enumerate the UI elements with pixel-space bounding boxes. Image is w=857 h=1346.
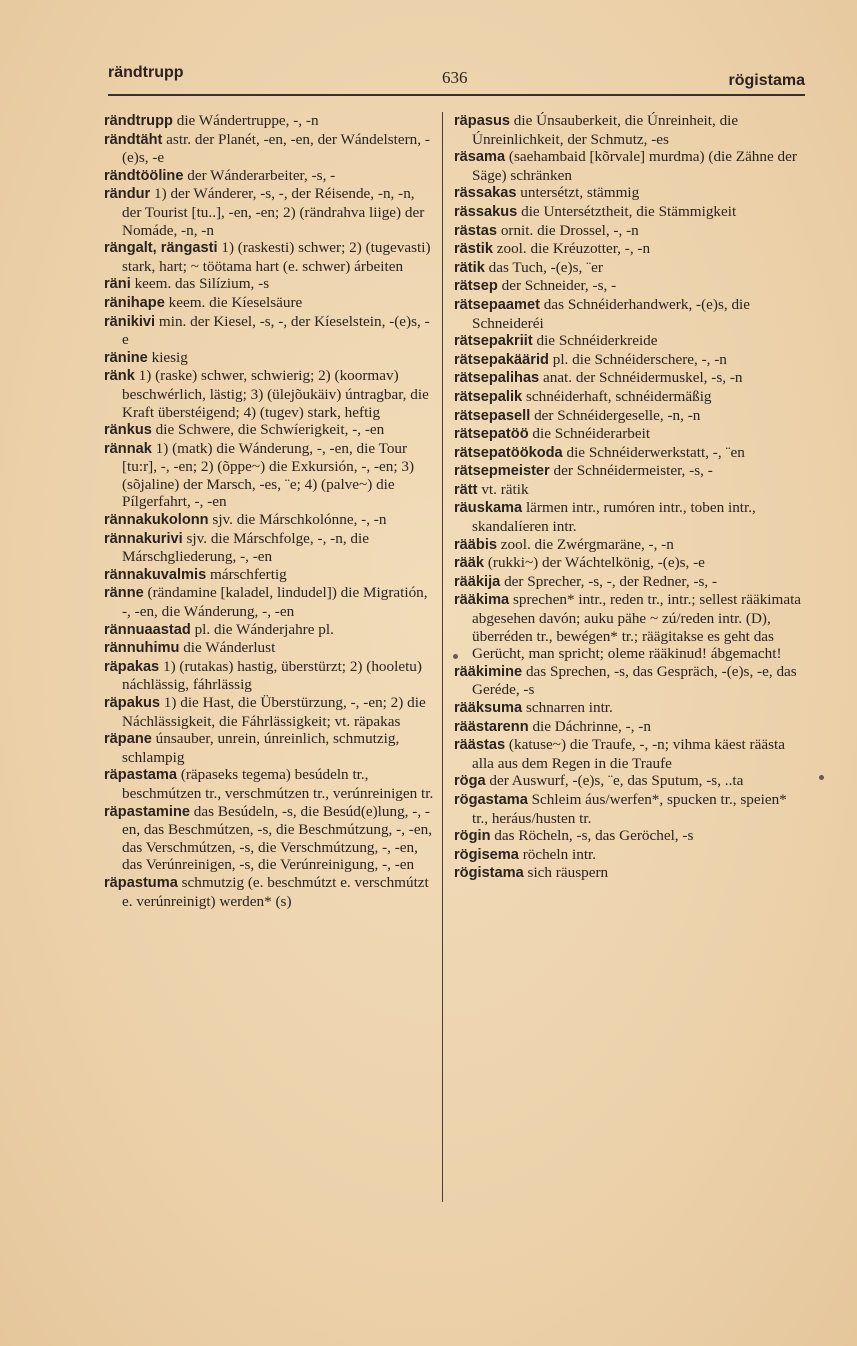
dictionary-entry [454,663,804,699]
dictionary-entry [104,367,434,421]
entry-headword: räpakas [104,658,160,675]
entry-definition: der Sprecher, -s, -, der Redner, -s, - [500,572,718,590]
entry-headword: rätt [454,481,478,498]
entry-definition: 1) der Wánderer, -s, -, der Réisende, -n, -n, der Tourist [tu..], -en, -en; 2) (rändrahva liige) der Nomáde, -n, -n [122,185,425,239]
dictionary-entry [104,803,434,874]
entry-definition: (rukki~) der Wáchtelkönig, -(e)s, -e [484,554,705,572]
entry-definition: die Schnéiderkreide [532,332,658,350]
left-column [104,112,434,910]
entry-headword: ränk [104,368,135,385]
dictionary-entry [104,185,434,239]
entry-definition: zool. die Zwérgmaräne, -, -n [497,535,674,553]
margin-dot [819,775,824,780]
entry-definition: das Sprechen, -s, das Gespräch, -(e)s, -e, das Geréde, -s [472,662,797,699]
entry-headword: rääk [454,555,485,572]
entry-headword: rätsepalihas [454,370,540,387]
dictionary-entry [454,736,804,772]
entry-headword: rögisema [454,846,519,863]
entry-headword: rässakus [454,203,518,220]
entry-headword: rätsepmeister [454,463,550,480]
entry-definition: untersétzt, stämmig [516,184,640,202]
entry-definition: 1) (raskesti) schwer; 2) (tugevasti) stark, hart; ~ töötama hart (e. schwer) árbeiten [122,239,431,275]
dictionary-entry [454,184,804,203]
entry-definition: keem. die Kíeselsäure [164,293,303,311]
column-divider [442,112,443,1202]
entry-headword: rätsepatöökoda [454,444,563,461]
entry-headword: rännuhimu [104,640,180,657]
dictionary-entry [454,573,804,592]
dictionary-entry [454,699,804,718]
dictionary-entry [454,277,804,296]
entry-definition: die Schwere, die Schwíerigkeit, -, -en [151,421,385,439]
entry-definition: (saehambaid [kõrvale] murdma) (die Zähne der Säge) schränken [472,148,797,184]
entry-definition: das Besúdeln, -s, die Besúd(e)lung, -, -en, das Beschmútzen, -s, die Beschmútzung, -, -en, das Verschmútzen, -s, die Verschmútzung, -, -en, das Verúnreinigen, -s, die Verúnreinigung, -, -en [122,802,432,874]
entry-headword: rästas [454,222,498,239]
entry-headword: röga [454,773,486,790]
entry-definition: zool. die Kréuzotter, -, -n [492,240,651,258]
entry-headword: räpastama [104,767,178,784]
dictionary-entry [454,203,804,222]
entry-headword: rätsepakriit [454,333,533,350]
entry-headword: rätsepatöö [454,426,529,443]
entry-definition: ornit. die Drossel, -, -n [497,221,639,239]
entry-headword: räpane [104,731,152,748]
dictionary-entry [454,351,804,370]
entry-definition: márschfertig [206,565,287,583]
entry-headword: rätsepaamet [454,296,540,313]
entry-headword: rögin [454,828,491,845]
entry-definition: sprechen* intr., reden tr., intr.; sellest rääkimata abgesehen davón; auku pähe ~ zú/reden intr. (D), überréden tr., bewégen* tr.; räägitakse es geht das Gerücht, man spricht; oleme rääkinud! ábgemacht! [472,591,802,663]
dictionary-entry [104,239,434,275]
entry-definition: únsauber, unrein, únreinlich, schmutzig, schlampig [122,730,400,766]
entry-headword: rännuaastad [104,621,191,638]
entry-headword: rändur [104,186,151,203]
dictionary-entry [454,369,804,388]
entry-headword: rääbis [454,536,497,553]
entry-headword: rääkima [454,592,510,609]
entry-definition: (räpaseks tegema) besúdeln tr., beschmútzen tr., verschmútzen tr., verúnreinigen tr. [122,766,434,802]
entry-definition: sich räuspern [523,864,609,882]
header-last-word: rögistama [728,72,805,89]
entry-headword: rääkimine [454,663,523,680]
dictionary-entry [454,772,804,791]
dictionary-entry [104,313,434,349]
entry-definition: sjv. die Márschfolge, -, -n, die Márschgliederung, -, -en [122,529,369,566]
dictionary-entry [454,407,804,426]
dictionary-entry [454,148,804,184]
entry-headword: rätsepalik [454,388,523,405]
entry-definition: röcheln intr. [518,845,597,863]
entry-definition: pl. die Schnéiderschere, -, -n [548,350,727,368]
dictionary-entry [454,388,804,407]
right-column [454,112,804,883]
entry-headword: rätsepasell [454,407,531,424]
entry-definition: 1) die Hast, die Überstürzung, -, -en; 2) die Náchlässigkeit, die Fáhrlässigkeit; vt. räpakas [122,694,426,730]
dictionary-entry [104,440,434,511]
entry-headword: rätsepakäärid [454,351,549,368]
dictionary-entry [454,718,804,737]
dictionary-entry [104,421,434,440]
entry-definition: die Wándertruppe, -, -n [172,112,319,129]
entry-definition: min. der Kiesel, -s, -, der Kíeselstein, -(e)s, -e [122,312,430,349]
entry-headword: rässakas [454,185,517,202]
dictionary-entry [104,639,434,658]
dictionary-entry [454,827,804,846]
entry-definition: schnarren intr. [522,699,613,716]
dictionary-entry [454,864,804,883]
entry-headword: ränikivi [104,313,156,330]
dictionary-entry [454,591,804,662]
dictionary-entry [104,658,434,694]
entry-definition: 1) (raske) schwer, schwierig; 2) (koormav) beschwérlich, lästig; 3) (ülejõukäiv) úntragbar, die Kraft überstéigend; 4) (tugev) stark, heftig [122,367,429,421]
entry-definition: die Únsauberkeit, die Únreinheit, die Únreinlichkeit, der Schmutz, -es [472,112,739,148]
entry-headword: rännakurivi [104,530,183,547]
dictionary-entry [104,694,434,730]
dictionary-entry [454,536,804,555]
entry-definition: das Schnéiderhandwerk, -(e)s, die Schneideréi [472,295,751,332]
entry-headword: ränkus [104,422,152,439]
entry-headword: rännak [104,440,152,457]
dictionary-entry [104,349,434,368]
entry-definition: astr. der Planét, -en, -en, der Wándelstern, -(e)s, -e [122,130,430,167]
dictionary-entry [104,766,434,802]
margin-dot [453,654,458,659]
dictionary-entry [104,511,434,530]
entry-definition: schmutzig (e. beschmútzt e. verschmútzt e. verúnreinigt) werden* (s) [122,873,429,910]
entry-definition: schnéiderhaft, schnéidermäßig [522,387,712,405]
entry-headword: räuskama [454,500,523,517]
dictionary-entry [454,554,804,573]
dictionary-entry [104,621,434,640]
entry-definition: die Wánderlust [179,639,276,657]
entry-headword: rändtrupp [104,113,173,129]
dictionary-entry [454,240,804,259]
entry-headword: räni [104,276,131,293]
entry-definition: lärmen intr., rumóren intr., toben intr., skandalíeren intr. [472,499,756,536]
entry-definition: das Tuch, -(e)s, ¨er [484,258,603,276]
entry-definition: Schleim áus/werfen*, spucken tr., speien* tr., heráus/husten tr. [472,790,787,827]
dictionary-entry [454,332,804,351]
dictionary-entry [104,584,434,620]
page-number: 636 [442,68,468,87]
entry-headword: rängalt, rängasti [104,240,218,257]
dictionary-entry [454,112,804,148]
entry-headword: rögistama [454,865,524,882]
entry-headword: rännakuvalmis [104,566,207,583]
entry-headword: rändtäht [104,131,163,148]
entry-definition: der Auswurf, -(e)s, ¨e, das Sputum, -s, ..ta [485,772,744,790]
dictionary-entry [454,425,804,444]
entry-definition: die Schnéiderarbeit [528,425,651,443]
entry-definition: der Schnéidergeselle, -n, -n [530,406,701,424]
entry-definition: 1) (rutakas) hastig, überstürzt; 2) (hooletu) náchlässig, fáhrlässig [122,657,422,694]
entry-definition: die Dáchrinne, -, -n [528,717,651,735]
entry-definition: der Schneider, -s, - [497,277,617,295]
dictionary-entry [104,294,434,313]
entry-headword: rändtööline [104,167,184,184]
entry-headword: räpasus [454,113,510,129]
entry-headword: räästas [454,737,506,754]
entry-definition: das Röcheln, -s, das Geröchel, -s [490,827,694,845]
entry-definition: der Wánderarbeiter, -s, - [183,166,336,184]
dictionary-entry [454,222,804,241]
dictionary-entry [104,112,434,131]
entry-headword: räästarenn [454,718,529,735]
entry-definition: pl. die Wánderjahre pl. [190,620,334,638]
entry-headword: rännakukolonn [104,512,209,529]
entry-headword: ränine [104,349,148,366]
entry-headword: rääkija [454,573,501,590]
entry-definition: (katuse~) die Traufe, -, -n; vihma käest räästa alla aus dem Regen in die Traufe [472,736,785,772]
dictionary-entry [104,275,434,294]
entry-headword: rätsep [454,278,498,295]
entry-definition: anat. der Schnéidermuskel, -s, -n [539,369,743,387]
dictionary-entry [454,296,804,332]
entry-headword: rästik [454,241,493,258]
entry-definition: (rändamine [kaladel, lindudel]) die Migratión, -, -en, die Wánderung, -, -en [122,584,428,621]
entry-headword: ränne [104,585,144,602]
page-header [108,62,805,96]
dictionary-entry [104,167,434,186]
entry-definition: die Schnéiderwerkstatt, -, ¨en [562,443,745,461]
entry-definition: 1) (matk) die Wánderung, -, -en, die Tour [tu:r], -, -en; 2) (õppe~) die Exkursión, -, -en; 3) (sõjaline) der Marsch, -es, ¨e; 4) (palve~) die Pílgerfahrt, -, -en [122,439,415,511]
entry-headword: rätik [454,259,485,276]
entry-headword: räpastuma [104,874,178,891]
entry-definition: vt. rätik [477,480,529,498]
dictionary-entry [454,444,804,463]
entry-definition: sjv. die Márschkolónne, -, -n [208,511,387,529]
dictionary-entry [104,874,434,910]
dictionary-entry [104,566,434,585]
dictionary-entry [454,499,804,535]
dictionary-entry [454,481,804,500]
entry-headword: rääksuma [454,700,523,716]
entry-definition: keem. das Silízium, -s [130,275,270,293]
entry-definition: der Schnéidermeister, -s, - [549,462,713,480]
dictionary-entry [104,730,434,766]
entry-headword: räpastamine [104,803,190,820]
dictionary-entry [454,791,804,827]
entry-headword: räsama [454,149,506,166]
dictionary-entry [454,846,804,865]
entry-headword: räpakus [104,695,160,711]
dictionary-entry [104,530,434,566]
entry-headword: rögastama [454,791,528,808]
dictionary-entry [454,462,804,481]
dictionary-entry [104,131,434,167]
entry-definition: kiesig [147,348,188,366]
header-first-word: rändtrupp [108,64,184,81]
entry-headword: ränihape [104,294,165,311]
dictionary-entry [454,259,804,278]
entry-definition: die Untersétztheit, die Stämmigkeit [517,202,737,220]
